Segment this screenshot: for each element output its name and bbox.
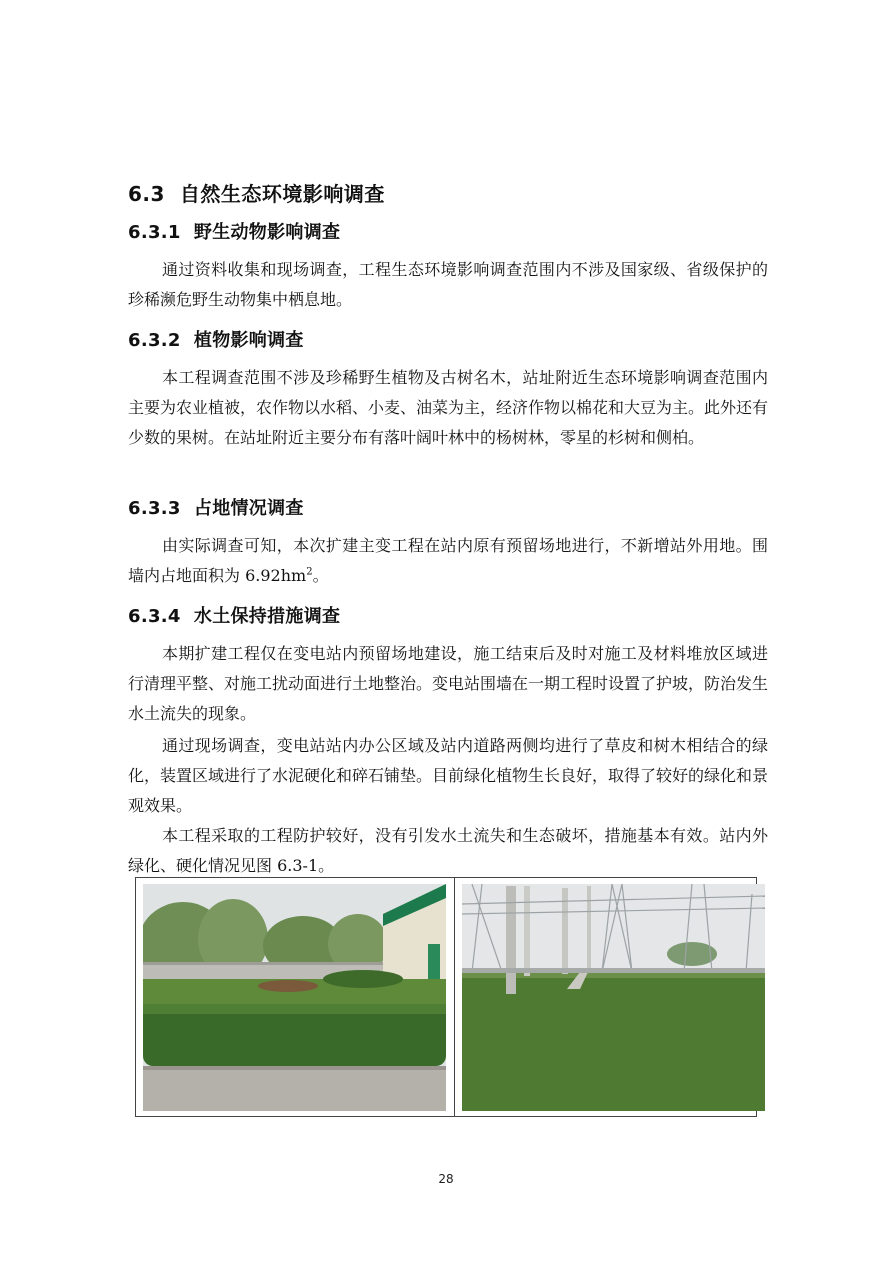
- landscape-photo-hedges-icon: [143, 884, 446, 1111]
- photo-divider: [454, 878, 455, 1116]
- paragraph: 本期扩建工程仅在变电站内预留场地建设，施工结束后及时对施工及材料堆放区域进行清理平整、对施工扰动面进行土地整治。变电站围墙在一期工程时设置了护坡，防治发生水土流失的现象。: [128, 644, 769, 723]
- area-superscript: 2: [306, 566, 313, 578]
- paragraph: 通过资料收集和现场调查，工程生态环境影响调查范围内不涉及国家级、省级保护的珍稀濒危野生动物集中栖息地。: [128, 260, 768, 309]
- section-number: 6.3: [128, 182, 165, 206]
- subsection-title: 水土保持措施调查: [193, 606, 341, 627]
- subsection-number: 6.3.1: [128, 222, 181, 243]
- subsection-number: 6.3.4: [128, 606, 181, 627]
- area-text: 由实际调查可知，本次扩建主变工程在站内原有预留场地进行，不新增站外用地。围墙内占地面积为 6.92hm: [128, 536, 768, 585]
- photo-table: [135, 877, 757, 1117]
- paragraph: 通过现场调查，变电站站内办公区域及站内道路两侧均进行了草皮和树木相结合的绿化，装置区域进行了水泥硬化和碎石铺垫。目前绿化植物生长良好，取得了较好的绿化和景观效果。: [128, 736, 769, 815]
- subsection-title: 植物影响调查: [193, 330, 304, 351]
- subsection-number: 6.3.2: [128, 330, 181, 351]
- paragraph: 本工程调查范围不涉及珍稀野生植物及古树名木，站址附近生态环境影响调查范围内主要为农业植被，农作物以水稻、小麦、油菜为主，经济作物以棉花和大豆为主。此外还有少数的果树。在站址附近主要分布有落叶阔叶林中的杨树林，零星的杉树和侧柏。: [128, 368, 769, 447]
- subsection-heading-6-3-2: [128, 326, 304, 352]
- landscape-photo-substation-lawn-icon: [462, 884, 765, 1111]
- area-text-end: 。: [312, 566, 329, 585]
- subsection-heading-6-3-4: [128, 602, 340, 628]
- subsection-number: 6.3.3: [128, 498, 181, 519]
- subsection-heading-6-3-3: [128, 494, 304, 520]
- subsection-title: 野生动物影响调查: [193, 222, 341, 243]
- paragraph: [128, 531, 768, 591]
- page-number: 28: [438, 1172, 454, 1186]
- subsection-heading-6-3-1: [128, 218, 340, 244]
- subsection-title: 占地情况调查: [193, 498, 304, 519]
- section-title: 自然生态环境影响调查: [179, 182, 385, 206]
- section-heading: [128, 178, 385, 207]
- paragraph: 本工程采取的工程防护较好，没有引发水土流失和生态破坏，措施基本有效。站内外绿化、硬化情况见图 6.3-1。: [128, 826, 768, 875]
